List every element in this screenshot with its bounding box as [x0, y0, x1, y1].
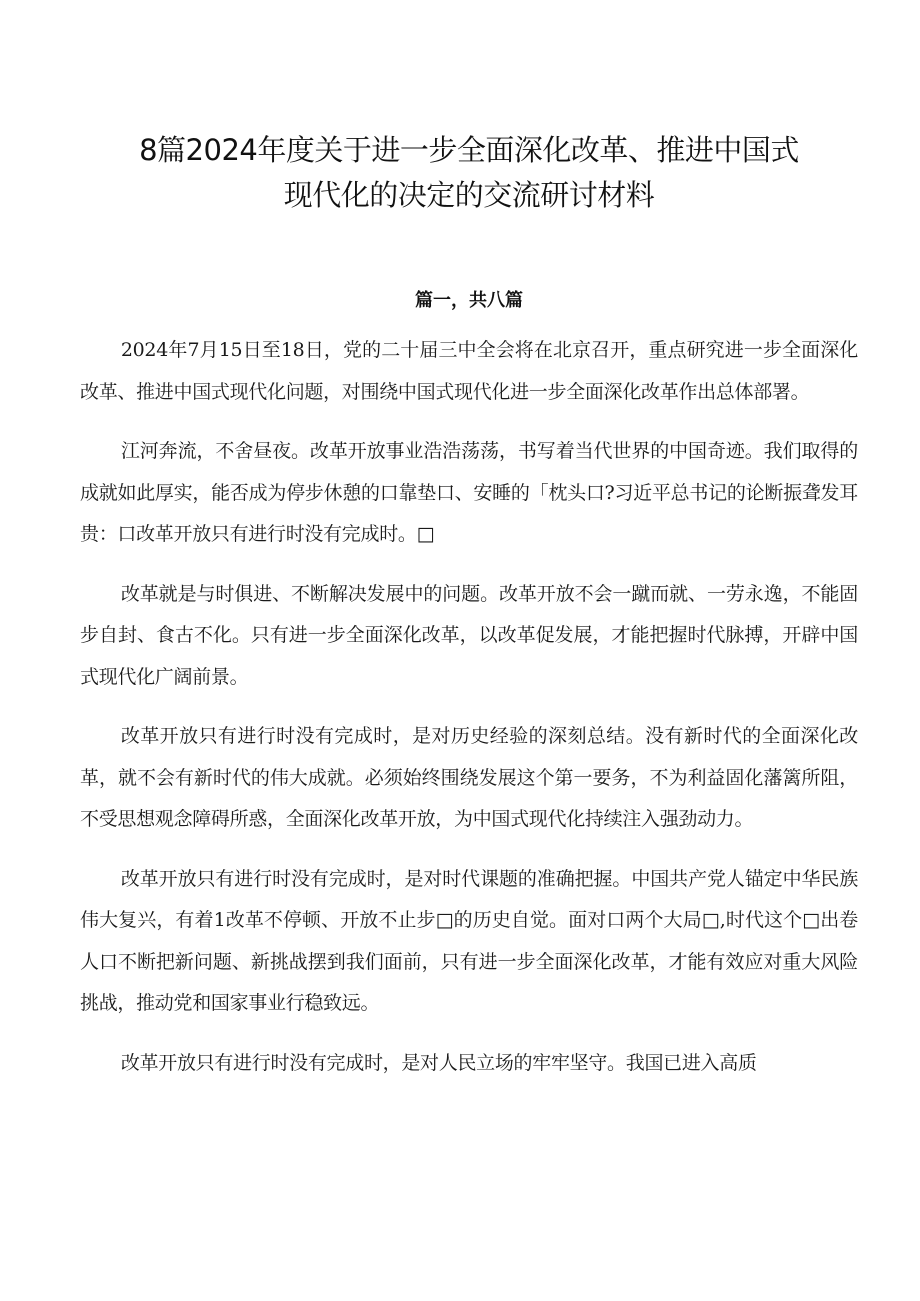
document-title-line-1: 8篇2024年度关于进一步全面深化改革、推进中国式: [139, 133, 799, 167]
document-title: [80, 128, 858, 218]
paragraph-1: 2024年7月15日至18日，党的二十届三中全会将在北京召开，重点研究进一步全面深化改革、推进中国式现代化问题，对围绕中国式现代化进一步全面深化改革作出总体部署。: [80, 339, 858, 403]
paragraph-5: 改革开放只有进行时没有完成时，是对时代课题的准确把握。中国共产党人锚定中华民族伟大复兴，有着1改革不停顿、开放不止步□的历史自觉。面对口两个大局□,时代这个□出卷人口不断把新问题、新挑战摆到我们面前，只有进一步全面深化改革，才能有效应对重大风险挑战，推动党和国家事业行稳致远。: [80, 867, 858, 1014]
paragraph-4: 改革开放只有进行时没有完成时，是对历史经验的深刻总结。没有新时代的全面深化改革，就不会有新时代的伟大成就。必须始终围绕发展这个第一要务，不为利益固化藩篱所阻，不受思想观念障碍所惑，全面深化改革开放，为中国式现代化持续注入强劲动力。: [80, 725, 858, 830]
paragraph-6: 改革开放只有进行时没有完成时，是对人民立场的牢牢坚守。我国已进入高质: [120, 1051, 757, 1074]
paragraph-2: 江河奔流，不舍昼夜。改革开放事业浩浩荡荡，书写着当代世界的中国奇迹。我们取得的成就如此厚实，能否成为停步休憩的口靠垫口、安睡的「枕头口?习近平总书记的论断振聋发耳贵：口改革开放只有进行时没有完成时。□: [80, 440, 858, 545]
section-heading: 篇一，共八篇: [415, 290, 523, 311]
paragraph-3: 改革就是与时俱进、不断解决发展中的问题。改革开放不会一蹴而就、一劳永逸，不能固步自封、食古不化。只有进一步全面深化改革，以改革促发展，才能把握时代脉搏，开辟中国式现代化广阔前景。: [80, 582, 858, 688]
document-title-line-2: 现代化的决定的交流研讨材料: [283, 178, 655, 212]
